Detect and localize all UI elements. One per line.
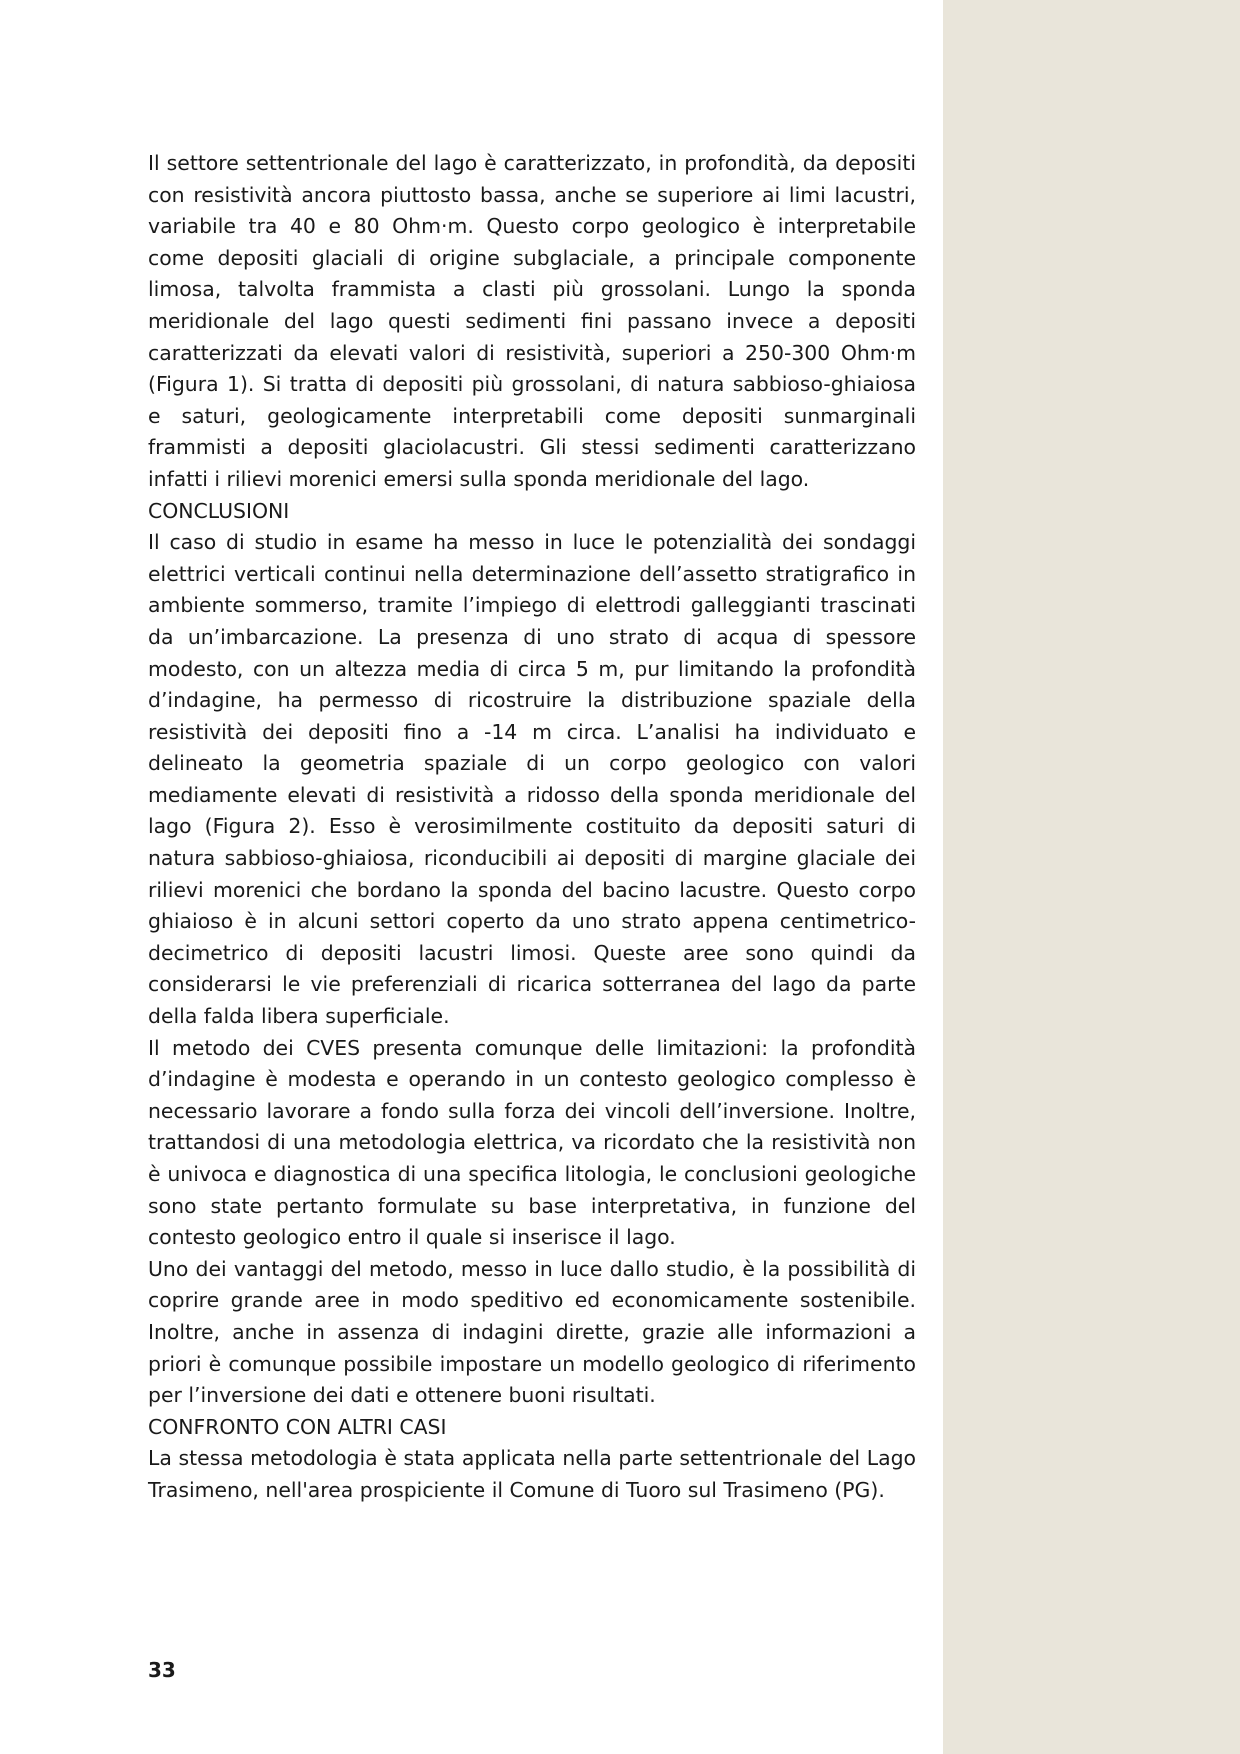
page-body	[148, 148, 916, 1507]
paragraph-trasimeno: La stessa metodologia è stata applicata nella parte settentrionale del Lago Trasimeno, nell'area prospiciente il Comune di Tuoro sul Trasimeno (PG).	[148, 1446, 916, 1502]
paragraph-north-sector: Il settore settentrionale del lago è caratterizzato, in profondità, da depositi con resistività ancora piuttosto bassa, anche se superiore ai limi lacustri, variabile tra 40 e 80 Ohm·m. Questo corpo geologico è interpretabile come depositi glaciali di origine subglaciale, a principale componente limosa, talvolta frammista a clasti più grossolani. Lungo la sponda meridionale del lago questi sedimenti fini passano invece a depositi caratterizzati da elevati valori di resistività, superiori a 250-300 Ohm·m (Figura 1). Si tratta di depositi più grossolani, di natura sabbioso-ghiaiosa e saturi, geologicamente interpretabili come depositi sunmarginali frammisti a depositi glaciolacustri. Gli stessi sedimenti caratterizzano infatti i rilievi morenici emersi sulla sponda meridionale del lago.	[148, 151, 916, 491]
page-number: 33	[148, 1658, 176, 1682]
heading-confronto: CONFRONTO CON ALTRI CASI	[148, 1414, 447, 1439]
paragraph-case-study: Il caso di studio in esame ha messo in luce le potenzialità dei sondaggi elettrici verticali continui nella determinazione dell’assetto stratigrafico in ambiente sommerso, tramite l’impiego di elettrodi galleggianti trascinati da un’imbarcazione. La presenza di uno strato di acqua di spessore modesto, con un altezza media di circa 5 m, pur limitando la profondità d’indagine, ha permesso di ricostruire la distribuzione spaziale della resistività dei depositi fino a -14 m circa. L’analisi ha individuato e delineato la geometria spaziale di un corpo geologico con valori mediamente elevati di resistività a ridosso della sponda meridionale del lago (Figura 2). Esso è verosimilmente costituito da depositi saturi di natura sabbioso-ghiaiosa, riconducibili ai depositi di margine glaciale dei rilievi morenici che bordano la sponda del bacino lacustre. Questo corpo ghiaioso è in alcuni settori coperto da uno strato appena centimetrico-decimetrico di depositi lacustri limosi. Queste aree sono quindi da considerarsi le vie preferenziali di ricarica sotterranea del lago da parte della falda libera superficiale.	[148, 530, 916, 1029]
side-margin-band	[943, 0, 1240, 1754]
paragraph-cves-limitations: Il metodo dei CVES presenta comunque delle limitazioni: la profondità d’indagine è modesta e operando in un contesto geologico complesso è necessario lavorare a fondo sulla forza dei vincoli dell’inversione. Inoltre, trattandosi di una metodologia elettrica, va ricordato che la resistività non è univoca e diagnostica di una specifica litologia, le conclusioni geologiche sono state pertanto formulate su base interpretativa, in funzione del contesto geologico entro il quale si inserisce il lago.	[148, 1035, 916, 1250]
heading-conclusioni: CONCLUSIONI	[148, 498, 290, 523]
paragraph-advantages: Uno dei vantaggi del metodo, messo in luce dallo studio, è la possibilità di coprire grande aree in modo speditivo ed economicamente sostenibile. Inoltre, anche in assenza di indagini dirette, grazie alle informazioni a priori è comunque possibile impostare un modello geologico di riferimento per l’inversione dei dati e ottenere buoni risultati.	[148, 1256, 916, 1408]
